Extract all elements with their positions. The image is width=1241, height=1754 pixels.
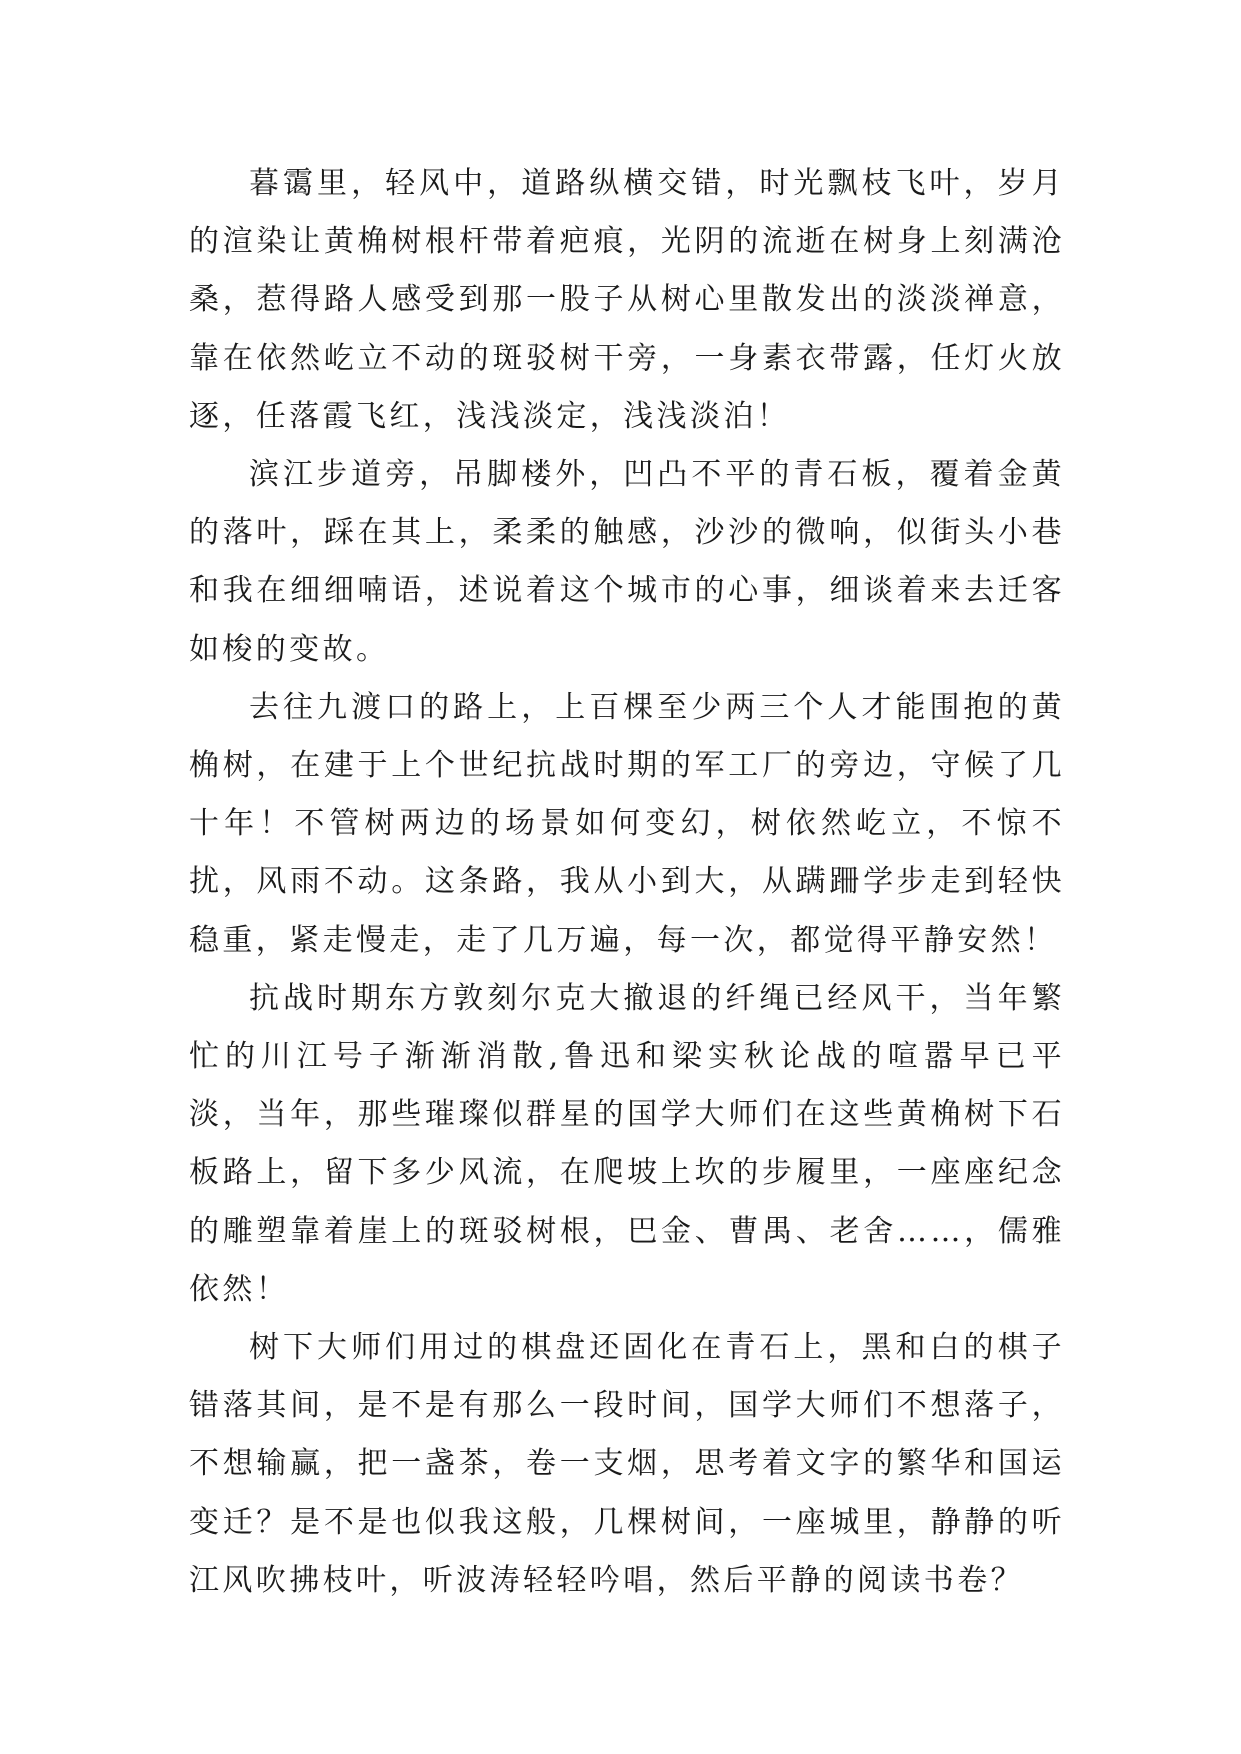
- paragraph-1: 暮霭里，轻风中，道路纵横交错，时光飘枝飞叶，岁月的渲染让黄桷树根杆带着疤痕，光阴的流逝在树身上刻满沧桑，惹得路人感受到那一股子从树心里散发出的淡淡禅意，靠在依然屹立不动的斑驳树干旁，一身素衣带露，任灯火放逐，任落霞飞红，浅浅淡定，浅浅淡泊！: [189, 166, 1065, 434]
- document-page: [189, 155, 1065, 1610]
- paragraph-3: 去往九渡口的路上，上百棵至少两三个人才能围抱的黄桷树，在建于上个世纪抗战时期的军工厂的旁边，守候了几十年！不管树两边的场景如何变幻，树依然屹立，不惊不扰，风雨不动。这条路，我从小到大，从蹒跚学步走到轻快稳重，紧走慢走，走了几万遍，每一次，都觉得平静安然！: [189, 689, 1065, 958]
- paragraph-5: 树下大师们用过的棋盘还固化在青石上，黑和白的棋子错落其间，是不是有那么一段时间，国学大师们不想落子，不想输赢，把一盏茶，卷一支烟，思考着文字的繁华和国运变迁？是不是也似我这般，几棵树间，一座城里，静静的听江风吹拂枝叶，听波涛轻轻吟唱，然后平静的阅读书卷？: [189, 1330, 1065, 1598]
- paragraph-4: 抗战时期东方敦刻尔克大撤退的纤绳已经风干，当年繁忙的川江号子渐渐消散,鲁迅和梁实秋论战的喧嚣早已平淡，当年，那些璀璨似群星的国学大师们在这些黄桷树下石板路上，留下多少风流，在爬坡上坎的步履里，一座座纪念的雕塑靠着崖上的斑驳树根，巴金、曹禺、老舍……，儒雅依然！: [189, 980, 1065, 1307]
- paragraph-2: 滨江步道旁，吊脚楼外，凹凸不平的青石板，覆着金黄的落叶，踩在其上，柔柔的触感，沙沙的微响，似街头小巷和我在细细喃语，述说着这个城市的心事，细谈着来去迁客如梭的变故。: [189, 457, 1065, 667]
